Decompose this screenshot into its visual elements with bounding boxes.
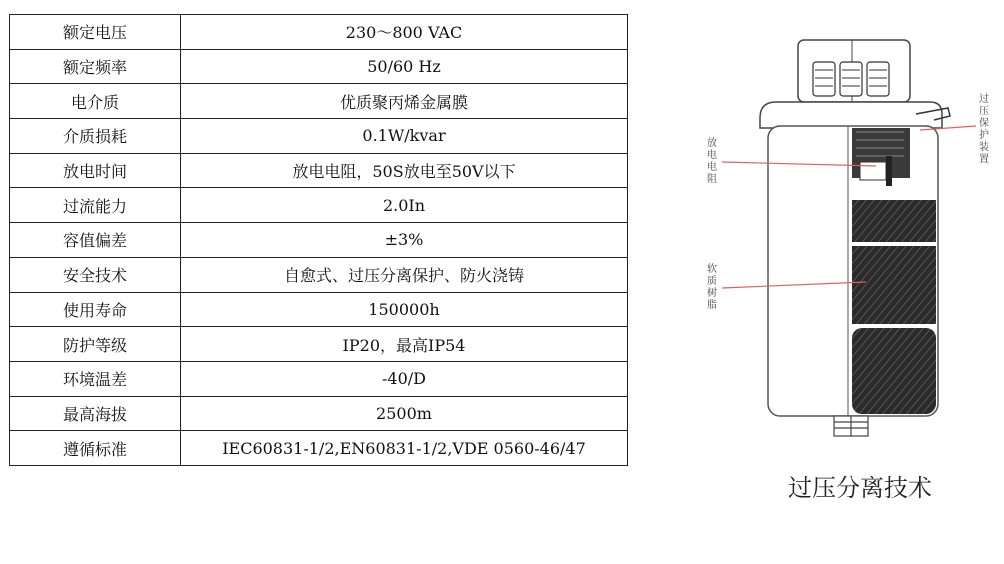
spec-value: 150000h: [181, 292, 628, 327]
terminal-block: [798, 40, 910, 102]
table-row: [10, 327, 628, 362]
winding-element: [852, 200, 936, 414]
table-row: [10, 292, 628, 327]
spec-label: 介质损耗: [10, 119, 181, 154]
spec-label: 过流能力: [10, 188, 181, 223]
spec-value: IP20，最高IP54: [181, 327, 628, 362]
spec-value: 230～800 VAC: [181, 15, 628, 50]
spec-label: 额定频率: [10, 49, 181, 84]
spec-label: 电介质: [10, 84, 181, 119]
spec-label: 容值偏差: [10, 223, 181, 258]
spec-value: 放电电阻，50S放电至50V以下: [181, 153, 628, 188]
table-row: [10, 188, 628, 223]
label-soft-resin: 软质树脂: [707, 264, 717, 311]
spec-table: [9, 14, 628, 466]
label-discharge-resistor: 放电电阻: [707, 138, 717, 185]
spec-label: 放电时间: [10, 153, 181, 188]
overpressure-device: [852, 128, 910, 186]
spec-value: IEC60831-1/2,EN60831-1/2,VDE 0560-46/47: [181, 431, 628, 466]
spec-label: 最高海拔: [10, 396, 181, 431]
table-row: [10, 257, 628, 292]
spec-label: 使用寿命: [10, 292, 181, 327]
table-row: [10, 431, 628, 466]
label-overpressure-device: 过压保护装置: [979, 94, 989, 165]
spec-label: 安全技术: [10, 257, 181, 292]
spec-value: 50/60 Hz: [181, 49, 628, 84]
bottom-stud: [834, 416, 868, 436]
capacitor-diagram: [680, 20, 1004, 460]
spec-label: 环境温差: [10, 361, 181, 396]
spec-value: 2.0In: [181, 188, 628, 223]
capacitor-lid: [760, 102, 950, 128]
capacitor-figure: [680, 20, 1004, 490]
table-row: [10, 223, 628, 258]
figure-caption: 过压分离技术: [788, 474, 932, 502]
table-row: [10, 15, 628, 50]
table-row: [10, 153, 628, 188]
table-row: [10, 396, 628, 431]
spec-value: 优质聚丙烯金属膜: [181, 84, 628, 119]
table-row: [10, 361, 628, 396]
spec-value: 0.1W/kvar: [181, 119, 628, 154]
table-row: [10, 119, 628, 154]
table-row: [10, 84, 628, 119]
spec-value: 自愈式、过压分离保护、防火浇铸: [181, 257, 628, 292]
spec-label: 防护等级: [10, 327, 181, 362]
spec-value: 2500m: [181, 396, 628, 431]
spec-value: ±3%: [181, 223, 628, 258]
spec-label: 遵循标准: [10, 431, 181, 466]
spec-label: 额定电压: [10, 15, 181, 50]
spec-value: -40/D: [181, 361, 628, 396]
table-row: [10, 49, 628, 84]
